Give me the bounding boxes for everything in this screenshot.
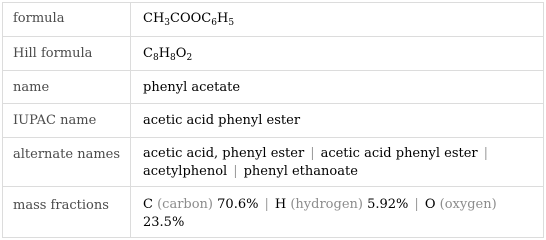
separator: | xyxy=(414,197,419,212)
alternate-names-value xyxy=(143,145,537,181)
alternate-name: phenyl ethanoate xyxy=(243,164,358,179)
alternate-names-label: alternate names xyxy=(13,147,121,162)
row-alternate-names xyxy=(3,138,543,187)
name-value: phenyl acetate xyxy=(143,80,241,95)
alternate-name: acetic acid, phenyl ester xyxy=(143,146,305,161)
separator: | xyxy=(310,146,315,161)
alternate-name: acetic acid phenyl ester xyxy=(320,146,478,161)
formula-label: formula xyxy=(13,11,65,26)
properties-table xyxy=(2,2,544,238)
formula-value: $CH_3COOC_6H_5$ xyxy=(143,11,235,28)
separator: | xyxy=(233,164,238,179)
row-name xyxy=(3,71,543,104)
alternate-name: acetylphenol xyxy=(143,164,228,179)
mass-fractions-value xyxy=(143,196,537,232)
separator: | xyxy=(483,146,489,161)
hill-formula-value: $C_8H_8O_2$ xyxy=(143,46,193,63)
row-formula xyxy=(3,3,543,37)
mass-fraction-item: H (hydrogen) 5.92% xyxy=(274,197,409,212)
row-hill-formula xyxy=(3,37,543,71)
name-label: name xyxy=(13,80,50,95)
hill-formula-label: Hill formula xyxy=(13,46,93,61)
separator: | xyxy=(264,197,269,212)
mass-fraction-item: C (carbon) 70.6% xyxy=(143,197,259,212)
iupac-name-label: IUPAC name xyxy=(13,113,97,128)
mass-fractions-label: mass fractions xyxy=(13,198,109,213)
iupac-name-value: acetic acid phenyl ester xyxy=(143,113,301,128)
mass-fraction-value: 23.5% xyxy=(143,215,185,230)
mass-fraction-item: O (oxygen) xyxy=(424,197,497,212)
row-mass-fractions xyxy=(3,187,543,237)
row-iupac-name xyxy=(3,104,543,138)
